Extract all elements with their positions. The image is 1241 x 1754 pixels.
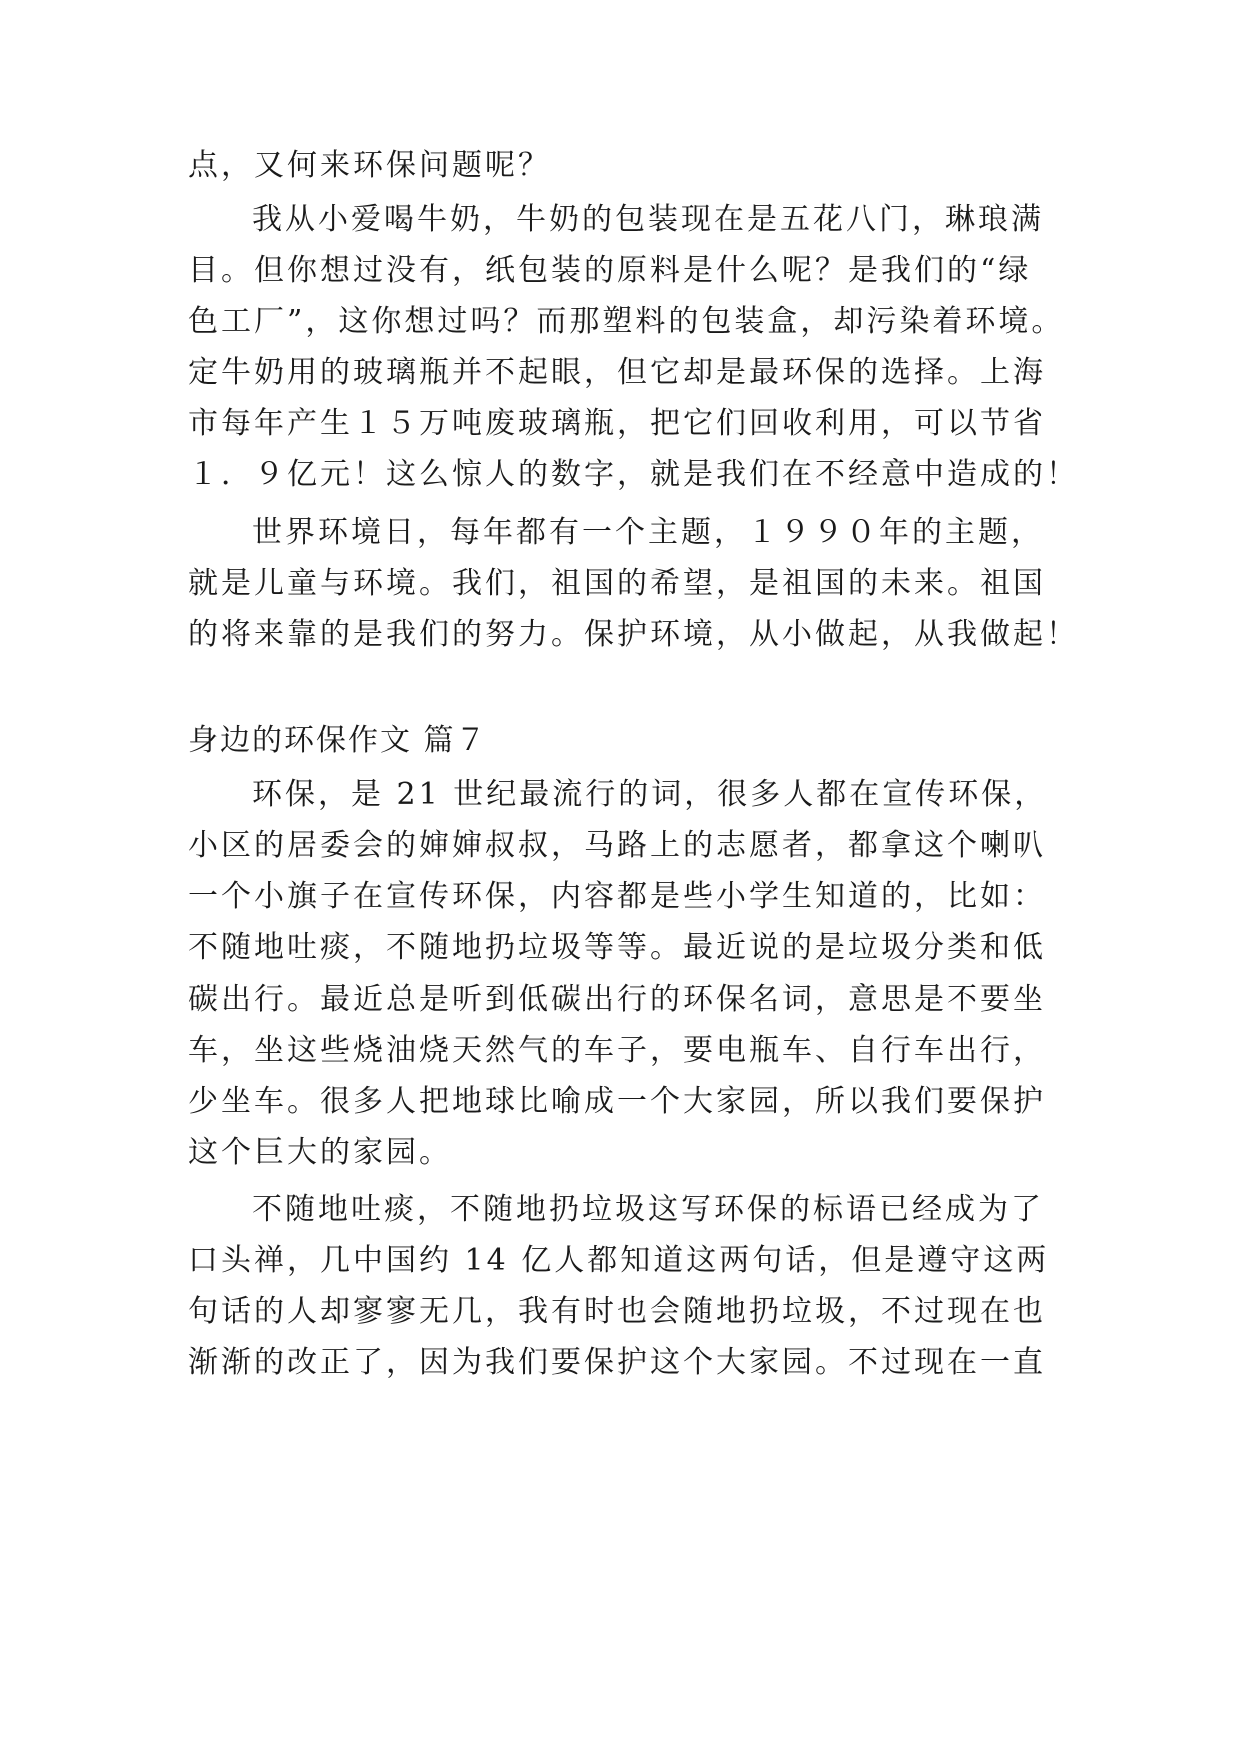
paragraph-first-line: 我从小爱喝牛奶，牛奶的包装现在是五花八门，琳琅满 xyxy=(252,202,1044,237)
text-line: 句话的人却寥寥无几，我有时也会随地扔垃圾，不过现在也 xyxy=(188,1294,1046,1329)
text-line: １．９亿元！这么惊人的数字，就是我们在不经意中造成的！ xyxy=(188,457,1079,492)
section-title: 身边的环保作文 篇７ xyxy=(188,723,488,758)
text-line: 点，又何来环保问题呢？ xyxy=(188,148,551,183)
paragraph-first-line: 不随地吐痰，不随地扔垃圾这写环保的标语已经成为了 xyxy=(252,1192,1044,1227)
text-line: 口头禅，几中国约 14 亿人都知道这两句话，但是遵守这两 xyxy=(188,1243,1050,1278)
text-line: 定牛奶用的玻璃瓶并不起眼，但它却是最环保的选择。上海 xyxy=(188,355,1046,390)
text-line: 色工厂”，这你想过吗？而那塑料的包装盒，却污染着环境。 xyxy=(188,304,1065,339)
text-line: 的将来靠的是我们的努力。保护环境，从小做起，从我做起！ xyxy=(188,617,1079,652)
text-line: 小区的居委会的婶婶叔叔，马路上的志愿者，都拿这个喇叭 xyxy=(188,828,1046,863)
paragraph-first-line: 环保，是 21 世纪最流行的词，很多人都在宣传环保， xyxy=(252,777,1048,812)
text-line: 渐渐的改正了，因为我们要保护这个大家园。不过现在一直 xyxy=(188,1345,1046,1380)
text-line: 目。但你想过没有，纸包装的原料是什么呢？是我们的“绿 xyxy=(188,253,1032,288)
text-line: 就是儿童与环境。我们，祖国的希望，是祖国的未来。祖国 xyxy=(188,566,1046,601)
text-line: 市每年产生１５万吨废玻璃瓶，把它们回收利用，可以节省 xyxy=(188,406,1046,441)
text-line: 车，坐这些烧油烧天然气的车子，要电瓶车、自行车出行， xyxy=(188,1033,1046,1068)
paragraph-first-line: 世界环境日，每年都有一个主题，１９９０年的主题， xyxy=(252,515,1044,550)
text-line: 少坐车。很多人把地球比喻成一个大家园，所以我们要保护 xyxy=(188,1084,1046,1119)
text-line: 不随地吐痰，不随地扔垃圾等等。最近说的是垃圾分类和低 xyxy=(188,930,1046,965)
text-line: 这个巨大的家园。 xyxy=(188,1135,452,1170)
text-line: 碳出行。最近总是听到低碳出行的环保名词，意思是不要坐 xyxy=(188,982,1046,1017)
text-line: 一个小旗子在宣传环保，内容都是些小学生知道的，比如： xyxy=(188,879,1046,914)
